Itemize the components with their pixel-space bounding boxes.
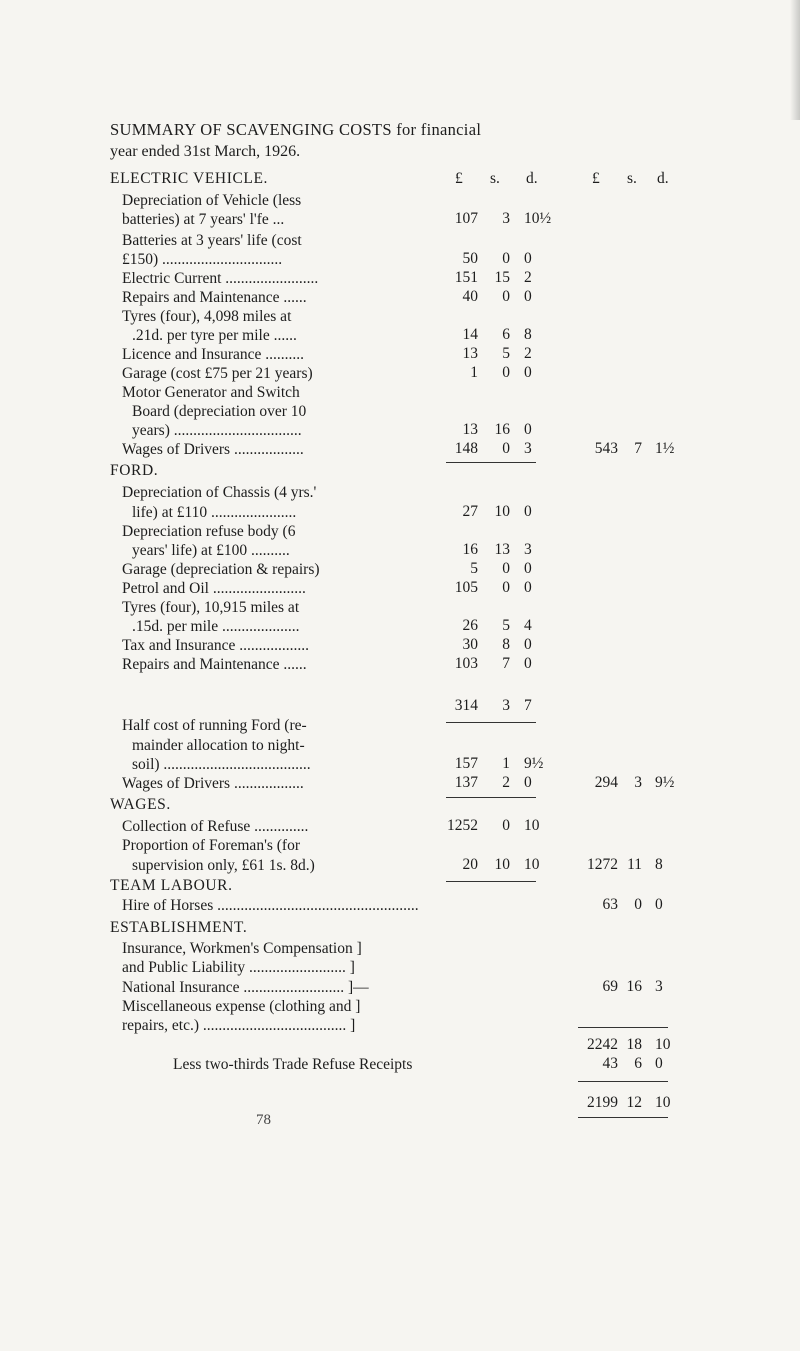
team-heading: TEAM LABOUR. xyxy=(110,877,233,894)
electric-row-6-pence: 2 xyxy=(524,345,532,362)
wages-total-pence: 8 xyxy=(655,856,663,873)
ford-row-7-line-1: Repairs and Maintenance ...... xyxy=(122,656,307,673)
ford-subtotal-pounds: 314 xyxy=(454,697,478,714)
ford-rule xyxy=(446,797,536,798)
net-total-shillings: 12 xyxy=(626,1094,642,1111)
electric-row-9-line-1: Wages of Drivers .................. xyxy=(122,441,304,458)
establishment-line-5: repairs, etc.) ..................................... ] xyxy=(122,1017,356,1034)
establishment-total-pence: 3 xyxy=(655,978,663,995)
grand-total-pence: 10 xyxy=(655,1036,671,1053)
ford-heading: FORD. xyxy=(110,462,159,479)
wages-foreman-line-2: supervision only, £61 1s. 8d.) xyxy=(132,857,315,874)
electric-row-4-shillings: 0 xyxy=(502,288,510,305)
ford-row-5-line-1: Tyres (four), 10,915 miles at xyxy=(122,599,300,616)
grand-total-pounds: 2242 xyxy=(587,1036,618,1053)
ford-subtotal-shillings: 3 xyxy=(502,697,510,714)
ford-row-5-shillings: 5 xyxy=(502,617,510,634)
electric-row-1-line-1: Depreciation of Vehicle (less xyxy=(122,192,302,209)
electric-row-5-line-1: Tyres (four), 4,098 miles at xyxy=(122,308,292,325)
less-pence: 0 xyxy=(655,1055,663,1072)
pounds-header: £ xyxy=(455,170,463,187)
electric-row-7-line-1: Garage (cost £75 per 21 years) xyxy=(122,365,313,382)
ford-row-1-pounds: 27 xyxy=(462,503,478,520)
establishment-total-pounds: 69 xyxy=(602,978,618,995)
electric-row-4-pounds: 40 xyxy=(462,288,478,305)
less-shillings: 6 xyxy=(634,1055,642,1072)
electric-row-7-pounds: 1 xyxy=(470,364,478,381)
less-pounds: 43 xyxy=(602,1055,618,1072)
ford-half-pounds: 157 xyxy=(454,755,478,772)
electric-row-6-pounds: 13 xyxy=(462,345,478,362)
ford-row-4-line-1: Petrol and Oil ........................ xyxy=(122,580,306,597)
wages-collection-pence: 10 xyxy=(524,817,540,834)
establishment-heading: ESTABLISHMENT. xyxy=(110,919,248,936)
wages-rule xyxy=(446,881,536,882)
ford-row-3-line-1: Garage (depreciation & repairs) xyxy=(122,561,320,578)
ford-wages-pence: 0 xyxy=(524,774,532,791)
electric-total-pounds: 543 xyxy=(594,440,618,457)
ford-row-2-pence: 3 xyxy=(524,541,532,558)
ford-row-2-shillings: 13 xyxy=(494,541,510,558)
electric-row-2-pounds: 50 xyxy=(462,250,478,267)
page-subtitle: year ended 31st March, 1926. xyxy=(110,143,301,160)
ford-row-1-pence: 0 xyxy=(524,503,532,520)
ford-row-5-pence: 4 xyxy=(524,617,532,634)
ford-total-pounds: 294 xyxy=(594,774,618,791)
electric-row-4-pence: 0 xyxy=(524,288,532,305)
electric-row-5-pounds: 14 xyxy=(462,326,478,343)
ford-half-line-3: soil) ...................................... xyxy=(132,756,311,773)
ford-subtotal-rule xyxy=(446,722,536,723)
ford-row-4-shillings: 0 xyxy=(502,579,510,596)
shillings-header-2: s. xyxy=(627,170,637,187)
ford-half-line-1: Half cost of running Ford (re- xyxy=(122,717,307,734)
less-trade-refuse-label: Less two-thirds Trade Refuse Receipts xyxy=(173,1056,413,1073)
electric-total-pence: 1½ xyxy=(655,440,675,457)
ford-row-6-pence: 0 xyxy=(524,636,532,653)
ford-row-5-pounds: 26 xyxy=(462,617,478,634)
electric-row-1-pence: 10½ xyxy=(524,210,552,227)
establishment-line-2: and Public Liability ......................... ] xyxy=(122,959,355,976)
ford-row-1-line-1: Depreciation of Chassis (4 yrs.' xyxy=(122,484,317,501)
ford-row-7-shillings: 7 xyxy=(502,655,510,672)
net-rule-bottom xyxy=(578,1117,668,1118)
ford-total-pence: 9½ xyxy=(655,774,675,791)
electric-row-2-line-2: £150) ............................... xyxy=(122,251,283,268)
electric-row-1-shillings: 3 xyxy=(502,210,510,227)
ford-row-6-shillings: 8 xyxy=(502,636,510,653)
electric-row-6-line-1: Licence and Insurance .......... xyxy=(122,346,305,363)
ford-row-7-pounds: 103 xyxy=(454,655,478,672)
electric-row-5-line-2: .21d. per tyre per mile ...... xyxy=(132,327,297,344)
ford-row-5-line-2: .15d. per mile .................... xyxy=(132,618,300,635)
electric-row-8-shillings: 16 xyxy=(494,421,510,438)
net-total-pounds: 2199 xyxy=(587,1094,618,1111)
ford-row-3-pence: 0 xyxy=(524,560,532,577)
wages-heading: WAGES. xyxy=(110,796,171,813)
wages-foreman-shillings: 10 xyxy=(494,856,510,873)
wages-collection-pounds: 1252 xyxy=(447,817,478,834)
electric-row-5-shillings: 6 xyxy=(502,326,510,343)
establishment-rule xyxy=(578,1027,668,1028)
wages-foreman-pence: 10 xyxy=(524,856,540,873)
ford-row-2-line-2: years' life) at £100 .......... xyxy=(132,542,290,559)
net-rule-top xyxy=(578,1081,668,1082)
electric-row-8-line-2: Board (depreciation over 10 xyxy=(132,403,307,420)
electric-row-3-pounds: 151 xyxy=(454,269,478,286)
ford-wages-pounds: 137 xyxy=(454,774,478,791)
ford-row-1-line-2: life) at £110 ...................... xyxy=(132,504,297,521)
electric-row-1-pounds: 107 xyxy=(454,210,478,227)
ford-row-6-line-1: Tax and Insurance .................. xyxy=(122,637,310,654)
electric-row-1-line-2: batteries) at 7 years' l'fe ... xyxy=(122,211,285,228)
team-hire-label: Hire of Horses .................................................... xyxy=(122,897,419,914)
page-number: 78 xyxy=(256,1112,271,1128)
ford-row-2-line-1: Depreciation refuse body (6 xyxy=(122,523,296,540)
electric-rule xyxy=(446,462,536,463)
wages-collection-shillings: 0 xyxy=(502,817,510,834)
electric-row-8-pounds: 13 xyxy=(462,421,478,438)
electric-heading: ELECTRIC VEHICLE. xyxy=(110,170,269,187)
electric-row-9-pounds: 148 xyxy=(454,440,478,457)
electric-row-8-line-1: Motor Generator and Switch xyxy=(122,384,300,401)
grand-total-shillings: 18 xyxy=(626,1036,642,1053)
team-hire-pence: 0 xyxy=(655,896,663,913)
electric-row-2-pence: 0 xyxy=(524,250,532,267)
ford-subtotal-pence: 7 xyxy=(524,697,532,714)
page-title: SUMMARY OF SCAVENGING COSTS for financial xyxy=(110,120,482,139)
pence-header: d. xyxy=(526,170,538,187)
ford-half-shillings: 1 xyxy=(502,755,510,772)
ford-row-1-shillings: 10 xyxy=(494,503,510,520)
electric-row-4-line-1: Repairs and Maintenance ...... xyxy=(122,289,307,306)
ford-row-7-pence: 0 xyxy=(524,655,532,672)
electric-row-6-shillings: 5 xyxy=(502,345,510,362)
electric-row-2-line-1: Batteries at 3 years' life (cost xyxy=(122,232,302,249)
wages-collection-label: Collection of Refuse .............. xyxy=(122,818,309,835)
electric-row-3-line-1: Electric Current ........................ xyxy=(122,270,319,287)
wages-foreman-pounds: 20 xyxy=(462,856,478,873)
electric-row-3-pence: 2 xyxy=(524,269,532,286)
electric-row-7-shillings: 0 xyxy=(502,364,510,381)
team-hire-shillings: 0 xyxy=(634,896,642,913)
establishment-line-4: Miscellaneous expense (clothing and ] xyxy=(122,998,361,1015)
ford-half-pence: 9½ xyxy=(524,755,544,772)
establishment-total-shillings: 16 xyxy=(626,978,642,995)
wages-foreman-line-1: Proportion of Foreman's (for xyxy=(122,837,301,854)
pence-header-2: d. xyxy=(657,170,669,187)
electric-row-5-pence: 8 xyxy=(524,326,532,343)
net-total-pence: 10 xyxy=(655,1094,671,1111)
shillings-header: s. xyxy=(490,170,500,187)
wages-total-shillings: 11 xyxy=(627,856,642,873)
establishment-line-1: Insurance, Workmen's Compensation ] xyxy=(122,940,362,957)
ford-half-line-2: mainder allocation to night- xyxy=(132,737,305,754)
ford-row-4-pence: 0 xyxy=(524,579,532,596)
electric-row-9-shillings: 0 xyxy=(502,440,510,457)
electric-row-3-shillings: 15 xyxy=(494,269,510,286)
ford-wages-line-1: Wages of Drivers .................. xyxy=(122,775,304,792)
establishment-line-3: National Insurance .......................... ]— xyxy=(122,979,369,996)
ford-row-6-pounds: 30 xyxy=(462,636,478,653)
ford-wages-shillings: 2 xyxy=(502,774,510,791)
electric-row-8-line-3: years) ................................. xyxy=(132,422,302,439)
ford-total-shillings: 3 xyxy=(634,774,642,791)
ford-row-4-pounds: 105 xyxy=(454,579,478,596)
electric-total-shillings: 7 xyxy=(634,440,642,457)
team-hire-pounds: 63 xyxy=(602,896,618,913)
wages-total-pounds: 1272 xyxy=(587,856,618,873)
ford-row-3-pounds: 5 xyxy=(470,560,478,577)
ford-row-2-pounds: 16 xyxy=(462,541,478,558)
electric-row-7-pence: 0 xyxy=(524,364,532,381)
ford-row-3-shillings: 0 xyxy=(502,560,510,577)
page-edge-shadow xyxy=(790,0,800,120)
pounds-header-2: £ xyxy=(592,170,600,187)
electric-row-2-shillings: 0 xyxy=(502,250,510,267)
electric-row-8-pence: 0 xyxy=(524,421,532,438)
electric-row-9-pence: 3 xyxy=(524,440,532,457)
